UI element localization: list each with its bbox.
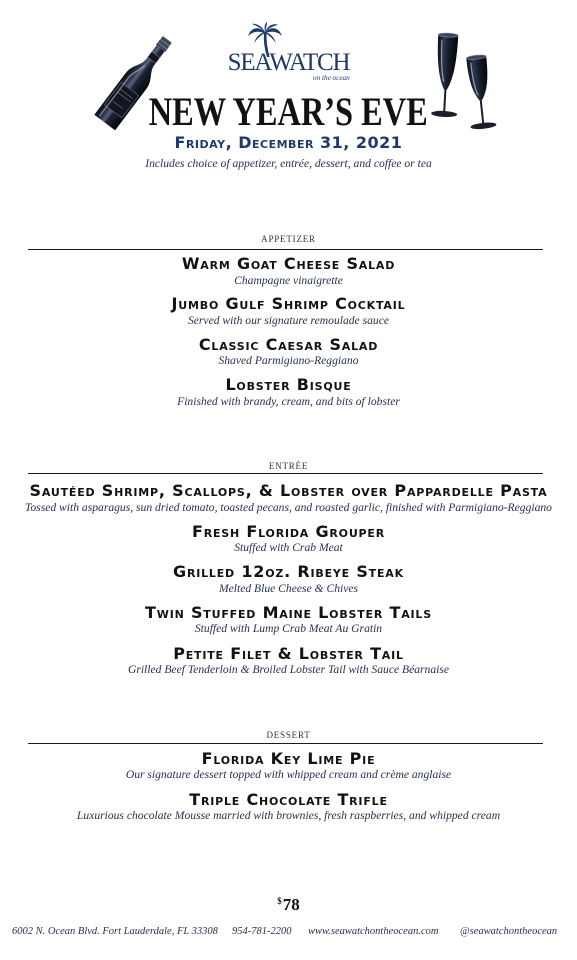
menu-item-name: Lobster Bisque [225,374,352,394]
section-label: DESSERT [266,730,311,740]
brand-tagline: on the ocean [313,74,350,82]
footer-address: 6002 N. Ocean Blvd. Fort Lauderdale, FL 33308 [12,926,218,937]
footer-social-handle: @seawatchontheocean [460,926,558,937]
menu-item-name: Twin Stuffed Maine Lobster Tails [145,602,432,622]
menu-item-name: Grilled 12oz. Ribeye Steak [173,561,404,581]
menu-item-name: Sautéed Shrimp, Scallops, & Lobster over Pappardelle Pasta [29,480,548,500]
event-title [0,89,577,134]
event-title-text: NEW YEAR’S EVE [148,89,429,134]
menu-item-description: Our signature dessert topped with whipped cream and crème anglaise [125,767,452,781]
footer-phone: 954-781-2200 [232,926,292,937]
menu-price [0,895,577,915]
brand-name: SEAWATCH [227,49,350,76]
menu-item-description: Stuffed with Lump Crab Meat Au Gratin [194,621,383,635]
section-divider [28,473,543,474]
menu-item-description: Champagne vinaigrette [234,273,343,287]
menu-item-description: Tossed with asparagus, sun dried tomato, toasted pecans, and roasted garlic, finished with Parmigiano-Reggiano [25,500,552,514]
price-amount: 78 [282,895,300,914]
section-label: ENTRÉE [268,461,309,471]
menu-item-name: Fresh Florida Grouper [191,521,386,541]
menu-item-description: Finished with brandy, cream, and bits of lobster [177,394,400,408]
price-currency: $ [277,896,282,906]
menu-item-name: Jumbo Gulf Shrimp Cocktail [171,293,406,313]
menu-item-description: Melted Blue Cheese & Chives [218,581,359,595]
footer-website: www.seawatchontheocean.com [308,926,439,937]
section-label: APPETIZER [261,234,316,244]
menu-item-name: Petite Filet & Lobster Tail [173,643,404,663]
section-divider [28,249,543,250]
menu-item-name: Triple Chocolate Trifle [189,789,388,809]
menu-item-description: Luxurious chocolate Mousse married with brownies, fresh raspberries, and whipped cream [76,808,501,822]
menu-item-description: Served with our signature remoulade sauce [187,313,390,327]
menu-item-description: Shaved Parmigiano-Reggiano [218,353,359,367]
menu-item-description: Grilled Beef Tenderloin & Broiled Lobster Tail with Sauce Béarnaise [127,662,450,676]
menu-item-description: Stuffed with Crab Meat [234,540,343,554]
menu-item-name: Classic Caesar Salad [198,334,379,354]
menu-item-name: Florida Key Lime Pie [201,748,376,768]
event-includes-note: Includes choice of appetizer, entrée, dessert, and coffee or tea [145,157,432,170]
section-divider [28,743,543,744]
menu-item-name: Warm Goat Cheese Salad [181,253,396,273]
event-date: Friday, December 31, 2021 [174,133,403,152]
